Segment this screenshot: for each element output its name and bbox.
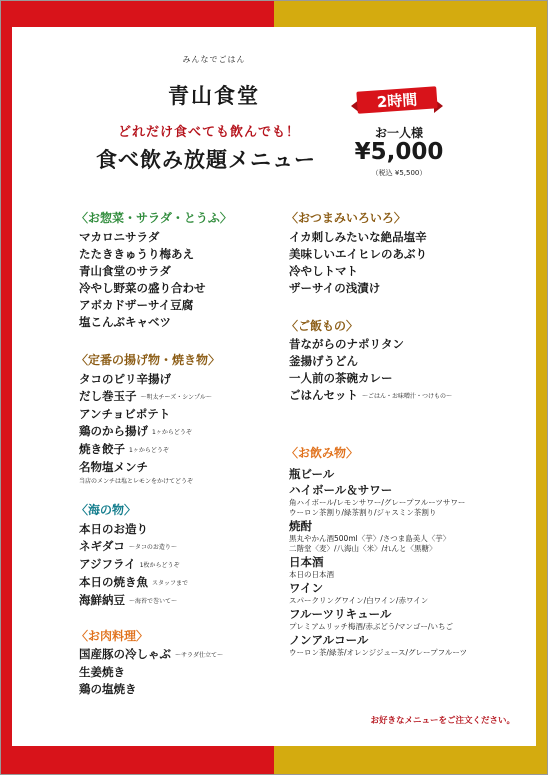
- list-item: 鶏のから揚げ 1ヶからどうぞ: [79, 424, 192, 438]
- list-item: 海鮮納豆 〜海苔で巻いて〜: [79, 593, 178, 607]
- item-note: 1ヶからどうぞ: [152, 429, 192, 436]
- drink-group: フルーツリキュール プレミアムリッチ梅酒/赤ぶどう/マンゴー/いちご: [289, 606, 467, 632]
- list-item: アボカドザーサイ豆腐: [79, 298, 194, 312]
- list-item: アンチョビポテト: [79, 407, 171, 421]
- list-item: 美味しいエイヒレのあぶり: [289, 247, 427, 261]
- drink-options: ウーロン茶/緑茶/オレンジジュース/グレープフルーツ: [289, 648, 468, 657]
- drink-group: 焼酎 黒丸やかん酒500ml〈芋〉/さつま島美人〈芋〉 二階堂〈麦〉/八海山〈米〉/れんと〈黒糖〉: [289, 518, 467, 554]
- section-niku-items: [79, 646, 223, 698]
- item-note: 〜タコのお造り〜: [128, 544, 177, 551]
- logo: 青山食堂: [168, 83, 260, 108]
- drink-options: 本日の日本酒: [289, 570, 334, 579]
- drink-group: 日本酒 本日の日本酒: [289, 554, 467, 580]
- list-item: ネギダコ 〜タコのお造り〜: [79, 539, 177, 553]
- list-item: イカ刺しみたいな絶品塩辛: [289, 230, 427, 244]
- list-item: タコのピリ辛揚げ: [79, 372, 171, 386]
- drink-options: プレミアムリッチ梅酒/赤ぶどう/マンゴー/いちご: [289, 622, 453, 631]
- section-sozai-items: [79, 229, 206, 331]
- list-item: 焼き餃子 1ヶからどうぞ: [79, 442, 169, 456]
- time-badge-label: 2時間: [376, 90, 418, 112]
- section-gohan-items: [289, 336, 452, 405]
- list-item: たたききゅうり梅あえ: [79, 247, 194, 261]
- section-title-umi: 〈海の物〉: [76, 503, 137, 517]
- section-title-sozai: 〈お惣菜・サラダ・とうふ〉: [76, 211, 232, 225]
- item-note: 1ヶからどうぞ: [129, 447, 169, 454]
- time-badge: [351, 87, 443, 115]
- price: ¥5,000: [354, 139, 444, 165]
- drink-group: ワイン スパークリングワイン/白ワイン/赤ワイン: [289, 580, 467, 606]
- section-title-agemono: 〈定番の揚げ物・焼き物〉: [76, 353, 221, 367]
- drink-group: 瓶ビール: [289, 467, 335, 481]
- list-item: 鶏の塩焼き: [79, 682, 137, 696]
- drink-options: スパークリングワイン/白ワイン/赤ワイン: [289, 596, 429, 605]
- top-color-band: [1, 1, 547, 27]
- section-umi-items: [79, 521, 188, 610]
- section-otsumami-items: [289, 229, 427, 297]
- list-item: 釜揚げうどん: [289, 354, 358, 368]
- footer-note: お好きなメニューをご注文ください。: [370, 716, 515, 726]
- section-title-otsumami: 〈おつまみいろいろ〉: [286, 211, 406, 225]
- section-title-gohan: 〈ご飯もの〉: [286, 319, 359, 333]
- tagline: どれだけ食べても飲んでも！: [117, 125, 300, 140]
- item-note: 1枚からどうぞ: [139, 562, 180, 569]
- item-note: 〜サラダ仕立て〜: [175, 652, 223, 659]
- section-title-drinks: 〈お飲み物〉: [286, 446, 359, 460]
- list-item: 塩こんぶキャベツ: [79, 315, 171, 329]
- list-item: 冷やし野菜の盛り合わせ: [79, 281, 206, 295]
- list-item: 生姜焼き: [79, 665, 125, 679]
- per-person-label: お一人様: [374, 126, 423, 140]
- menchi-footnote: 当店のメンチは塩とレモンをかけてどうぞ: [79, 478, 194, 485]
- list-item: だし巻玉子 〜明太チーズ・シンプル〜: [79, 389, 212, 403]
- section-title-niku: 〈お肉料理〉: [76, 629, 149, 643]
- drink-group: ハイボール＆サワー 角ハイボール/レモンサワー/グレープフルーツサワー ウーロン茶割り/緑茶割り/ジャスミン茶割り: [289, 483, 466, 517]
- list-item: 本日のお造り: [79, 522, 148, 536]
- logo-ruby: みんなでごはん: [182, 55, 246, 64]
- drink-group: ノンアルコール ウーロン茶/緑茶/オレンジジュース/グレープフルーツ: [289, 633, 468, 657]
- page-title: 食べ飲み放題メニュー: [96, 148, 316, 172]
- left-red-border: [1, 1, 12, 774]
- bottom-color-band: [1, 746, 547, 774]
- item-note: 〜ごはん・お味噌汁・つけもの〜: [362, 393, 453, 400]
- list-item: マカロニサラダ: [79, 230, 160, 244]
- right-gold-border: [536, 1, 547, 774]
- list-item: 青山食堂のサラダ: [79, 264, 171, 278]
- tax-included-price: （税込 ¥5,500）: [371, 169, 427, 177]
- drink-options: 黒丸やかん酒500ml〈芋〉/さつま島美人〈芋〉: [289, 534, 451, 543]
- item-note: 〜海苔で巻いて〜: [129, 598, 178, 605]
- drink-options: 二階堂〈麦〉/八海山〈米〉/れんと〈黒糖〉: [289, 544, 437, 553]
- list-item: ザーサイの浅漬け: [289, 281, 381, 295]
- section-agemono-items: [79, 371, 212, 486]
- item-note: スタッフまで: [152, 580, 189, 587]
- item-note: 〜明太チーズ・シンプル〜: [140, 394, 212, 401]
- list-item: 本日の焼き魚 スタッフまで: [79, 575, 189, 589]
- list-item: アジフライ 1枚からどうぞ: [79, 557, 180, 571]
- section-drinks-items: [289, 466, 467, 658]
- drink-options: ウーロン茶割り/緑茶割り/ジャスミン茶割り: [289, 508, 437, 517]
- list-item: 一人前の茶碗カレー: [289, 371, 393, 385]
- list-item: ごはんセット 〜ごはん・お味噌汁・つけもの〜: [289, 388, 453, 402]
- list-item: 冷やしトマト: [289, 264, 358, 278]
- list-item: 昔ながらのナポリタン: [289, 337, 404, 351]
- drink-options: 角ハイボール/レモンサワー/グレープフルーツサワー: [289, 498, 466, 507]
- list-item: 名物塩メンチ: [79, 460, 148, 474]
- list-item: 国産豚の冷しゃぶ 〜サラダ仕立て〜: [79, 647, 223, 661]
